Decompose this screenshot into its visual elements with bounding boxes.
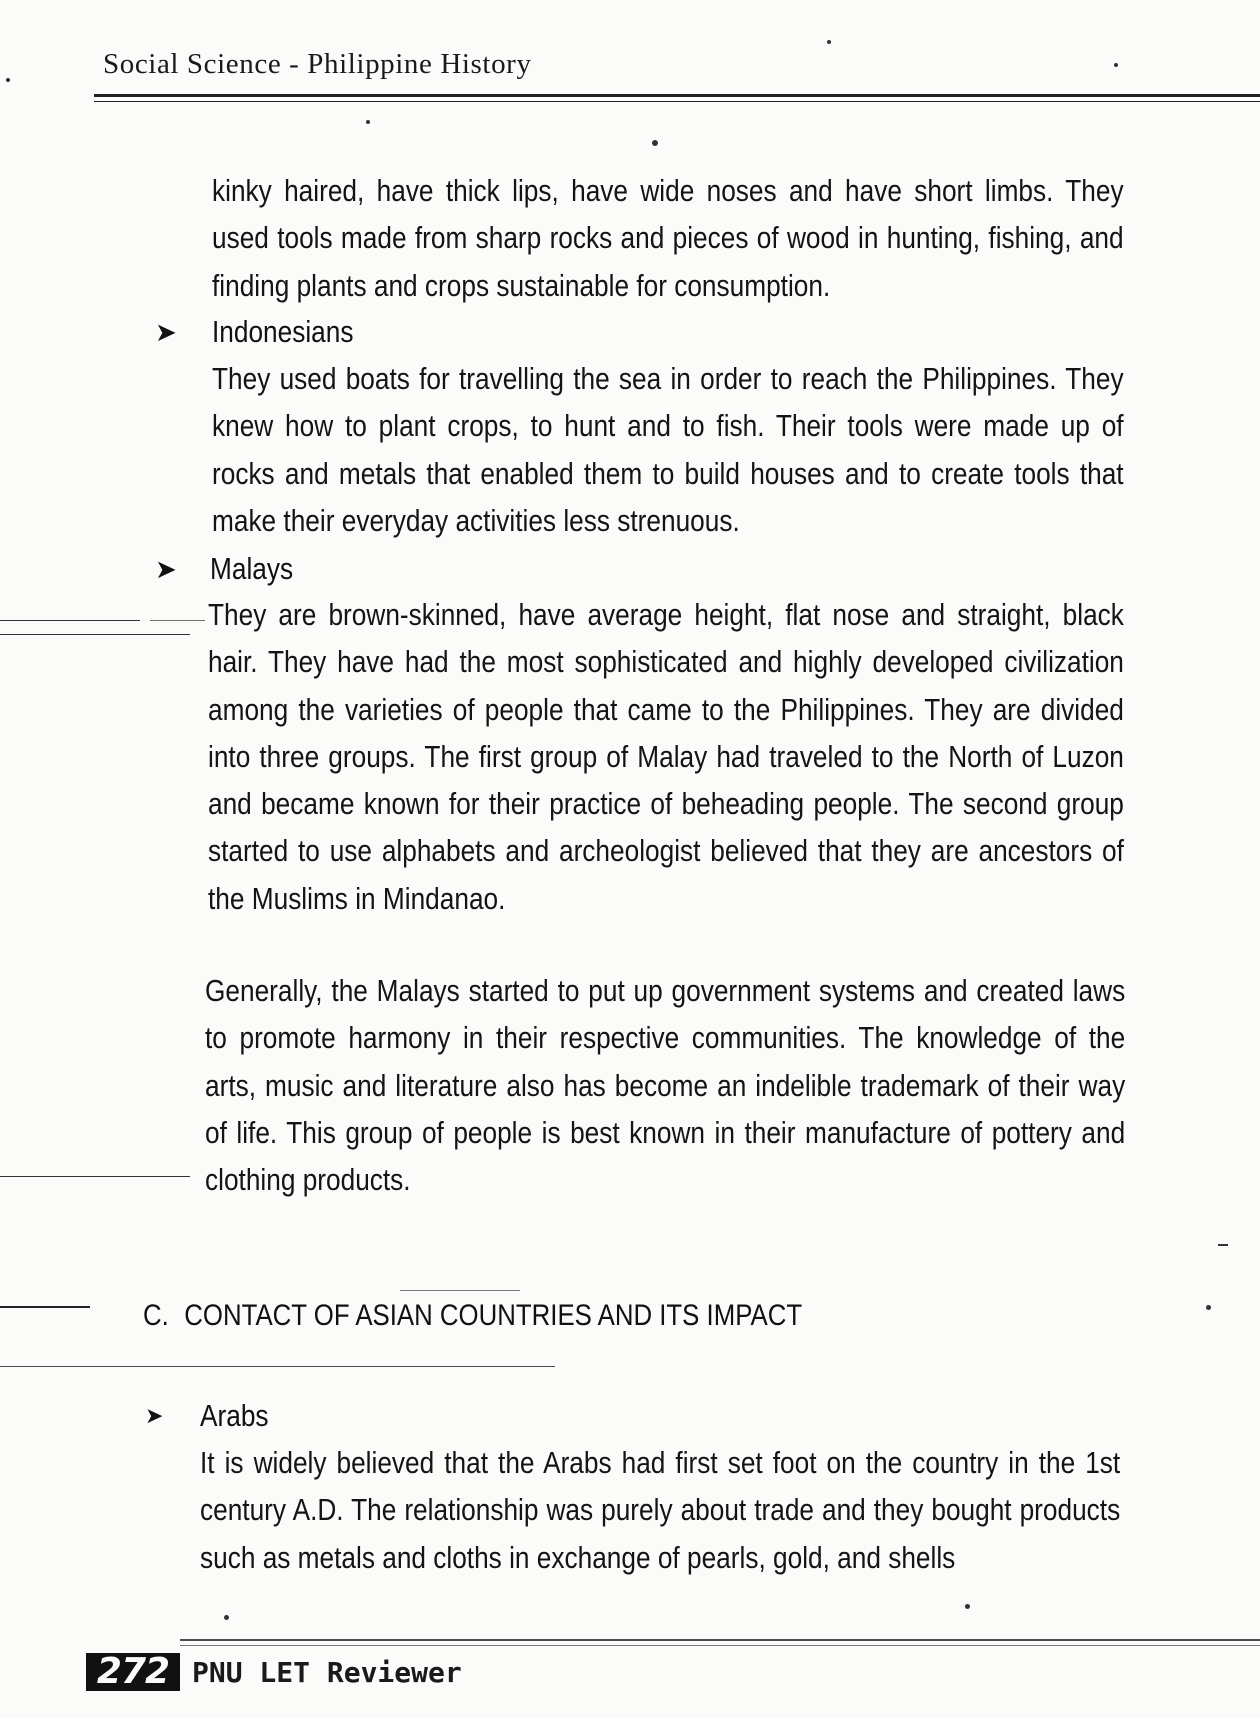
footer-rule-top xyxy=(180,1639,1260,1641)
section-rule-bottom xyxy=(0,1366,555,1367)
margin-line xyxy=(150,620,205,621)
margin-line xyxy=(0,1176,190,1177)
section-letter: C. xyxy=(143,1299,169,1332)
scan-speck xyxy=(827,40,831,44)
scan-speck xyxy=(965,1604,970,1609)
intro-paragraph: kinky haired, have thick lips, have wide noses and have short limbs. They used tools made from sharp rocks and pieces of wood in hunting, fishing, and finding plants and crops sustainable for consumption. xyxy=(212,174,1124,303)
scan-speck xyxy=(6,78,10,82)
bullet-arrow-icon: ➤ xyxy=(155,317,177,347)
section-rule-over xyxy=(400,1290,520,1291)
margin-line xyxy=(0,620,140,621)
section-rule-top xyxy=(0,1306,90,1308)
scan-speck xyxy=(1114,63,1118,67)
page-header-title: Social Science - Philippine History xyxy=(103,48,532,80)
indonesians-heading: Indonesians xyxy=(212,315,354,349)
footer-rule-bottom xyxy=(180,1645,1260,1646)
bullet-arrow-icon: ➤ xyxy=(155,554,177,584)
scan-speck xyxy=(224,1615,229,1620)
header-rule-bottom xyxy=(94,101,1260,102)
malays-body-2: Generally, the Malays started to put up government systems and created laws to promote harmony in their respective communities. The knowledge of the arts, music and literature also has become an indelible trademark of their way of life. This group of people is best known in their manufacture of pottery and clothing products. xyxy=(205,974,1126,1198)
page-number-badge: 272 xyxy=(86,1653,180,1691)
malays-heading: Malays xyxy=(210,552,294,586)
bullet-arrow-icon: ➤ xyxy=(145,1403,164,1428)
header-rule-top xyxy=(94,94,1260,97)
indonesians-body: They used boats for travelling the sea in order to reach the Philippines. They knew how to plant crops, to hunt and to fish. Their tools were made up of rocks and metals that enabled them to build houses and to create tools that make their everyday activities less strenuous. xyxy=(212,362,1124,538)
scan-speck xyxy=(1206,1305,1211,1310)
section-c-heading xyxy=(143,1296,802,1336)
arabs-body: It is widely believed that the Arabs had first set foot on the country in the 1st century A.D. The relationship was purely about trade and they bought products such as metals and cloths in exchange of pearls, gold, and shells xyxy=(200,1446,1121,1575)
malays-body: They are brown-skinned, have average height, flat nose and straight, black hair. They have had the most sophisticated and highly developed civilization among the varieties of people that came to the Philippines. They are divided into three groups. The first group of Malay had traveled to the North of Luzon and became known for their practice of beheading people. The second group started to use alphabets and archeologist believed that they are ancestors of the Muslims in Mindanao. xyxy=(208,598,1124,916)
scan-speck xyxy=(652,140,658,146)
scan-speck xyxy=(366,120,370,124)
section-title: CONTACT OF ASIAN COUNTRIES AND ITS IMPACT xyxy=(184,1299,803,1332)
scan-mark xyxy=(1218,1244,1228,1246)
footer-label: PNU LET Reviewer xyxy=(192,1656,462,1689)
margin-line xyxy=(0,634,190,635)
arabs-heading: Arabs xyxy=(200,1399,269,1433)
